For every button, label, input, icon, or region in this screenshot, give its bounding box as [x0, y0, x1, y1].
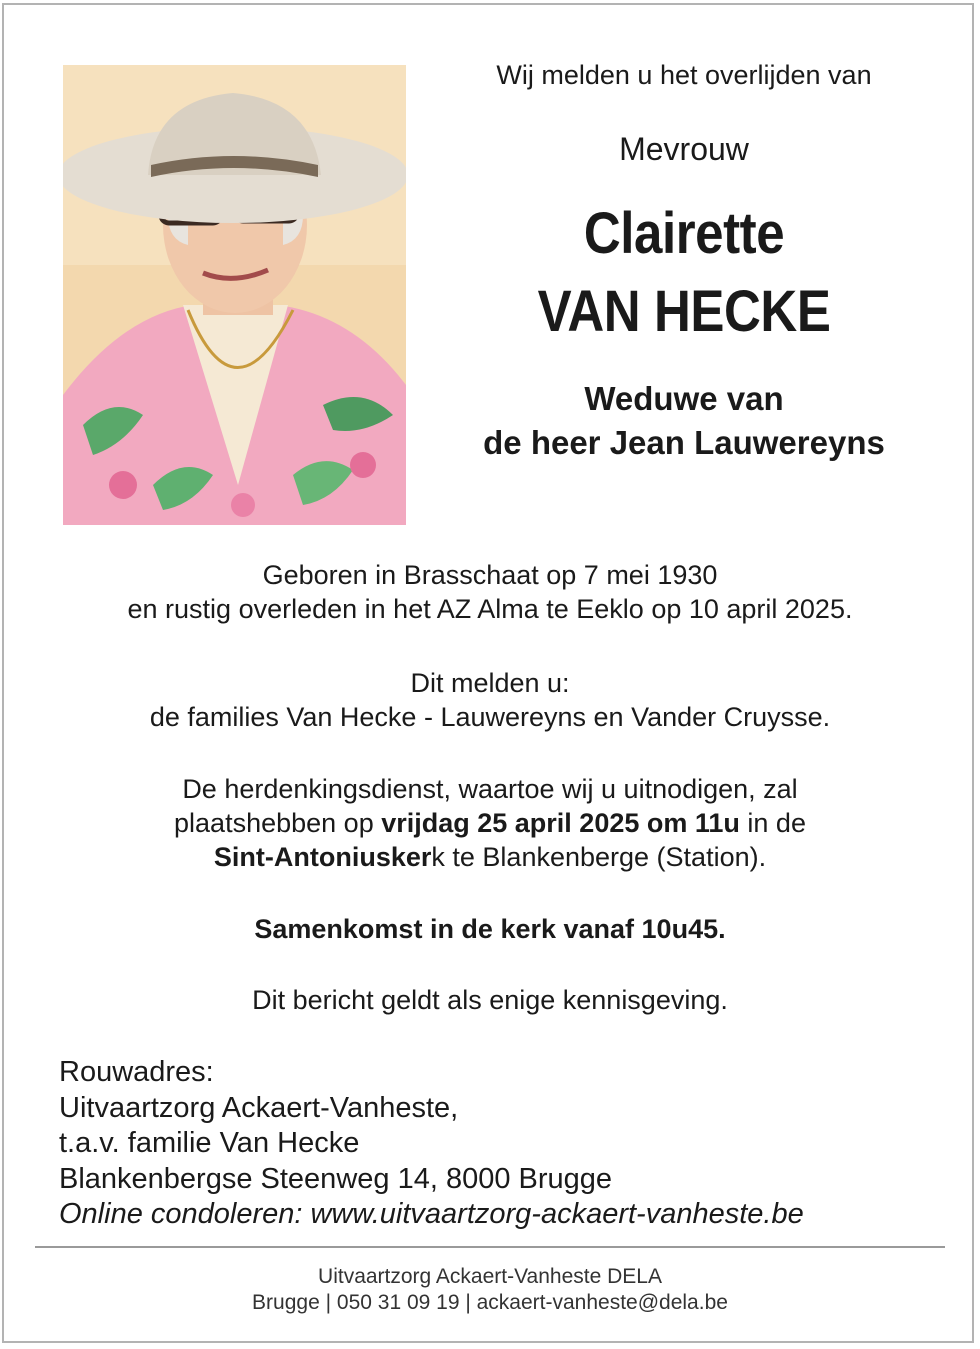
service-line-2-pre: plaatshebben op — [174, 808, 382, 838]
service-line-3-post: k te Blankenberge (Station). — [431, 842, 767, 872]
address-line-1: Uitvaartzorg Ackaert-Vanheste, — [59, 1091, 459, 1124]
birth-line: Geboren in Brasschaat op 7 mei 1930 — [262, 560, 718, 590]
church-name: Sint-Antoniusker — [213, 842, 432, 872]
address-line-2: t.a.v. familie Van Hecke — [59, 1127, 360, 1159]
intro-text: Wij melden u het overlijden van — [496, 60, 872, 90]
announcers — [0, 666, 980, 734]
deceased-name — [455, 195, 913, 351]
footer — [0, 1264, 980, 1316]
service-line-1: De herdenkingsdienst, waartoe wij u uitnodigen, zal — [182, 774, 798, 804]
service-info — [0, 772, 980, 874]
announce-label: Dit melden u: — [410, 668, 570, 698]
birth-death-info — [0, 558, 980, 626]
widow-line-2: de heer Jean Lauwereyns — [483, 424, 885, 461]
online-condolence-link[interactable]: Online condoleren: www.uitvaartzorg-ackaert-vanheste.be — [59, 1198, 804, 1230]
widow-of — [424, 377, 944, 465]
widow-line-1: Weduwe van — [584, 380, 784, 417]
gathering-info: Samenkomst in de kerk vanaf 10u45. — [254, 914, 726, 944]
footer-divider — [35, 1246, 945, 1248]
first-name: Clairette — [583, 201, 785, 266]
service-line-2-post: in de — [739, 808, 806, 838]
mourning-address — [59, 1055, 804, 1233]
honorific-title: Mevrouw — [619, 131, 749, 167]
service-line-2 — [0, 806, 980, 840]
address-line-3: Blankenbergse Steenweg 14, 8000 Brugge — [59, 1162, 613, 1195]
footer-company: Uitvaartzorg Ackaert-Vanheste DELA — [318, 1265, 662, 1288]
families-line: de families Van Hecke - Lauwereyns en Vander Cruysse. — [149, 702, 831, 732]
death-line: en rustig overleden in het AZ Alma te Eeklo op 10 april 2025. — [127, 594, 853, 624]
notice-text: Dit bericht geldt als enige kennisgeving. — [252, 985, 728, 1015]
portrait-photo — [63, 65, 406, 525]
service-date: vrijdag 25 april 2025 om 11u — [381, 808, 740, 838]
footer-contact: Brugge | 050 31 09 19 | ackaert-vanheste@dela.be — [252, 1291, 728, 1314]
service-line-3 — [0, 840, 980, 874]
last-name: VAN HECKE — [537, 279, 831, 344]
address-label: Rouwadres: — [59, 1056, 214, 1088]
